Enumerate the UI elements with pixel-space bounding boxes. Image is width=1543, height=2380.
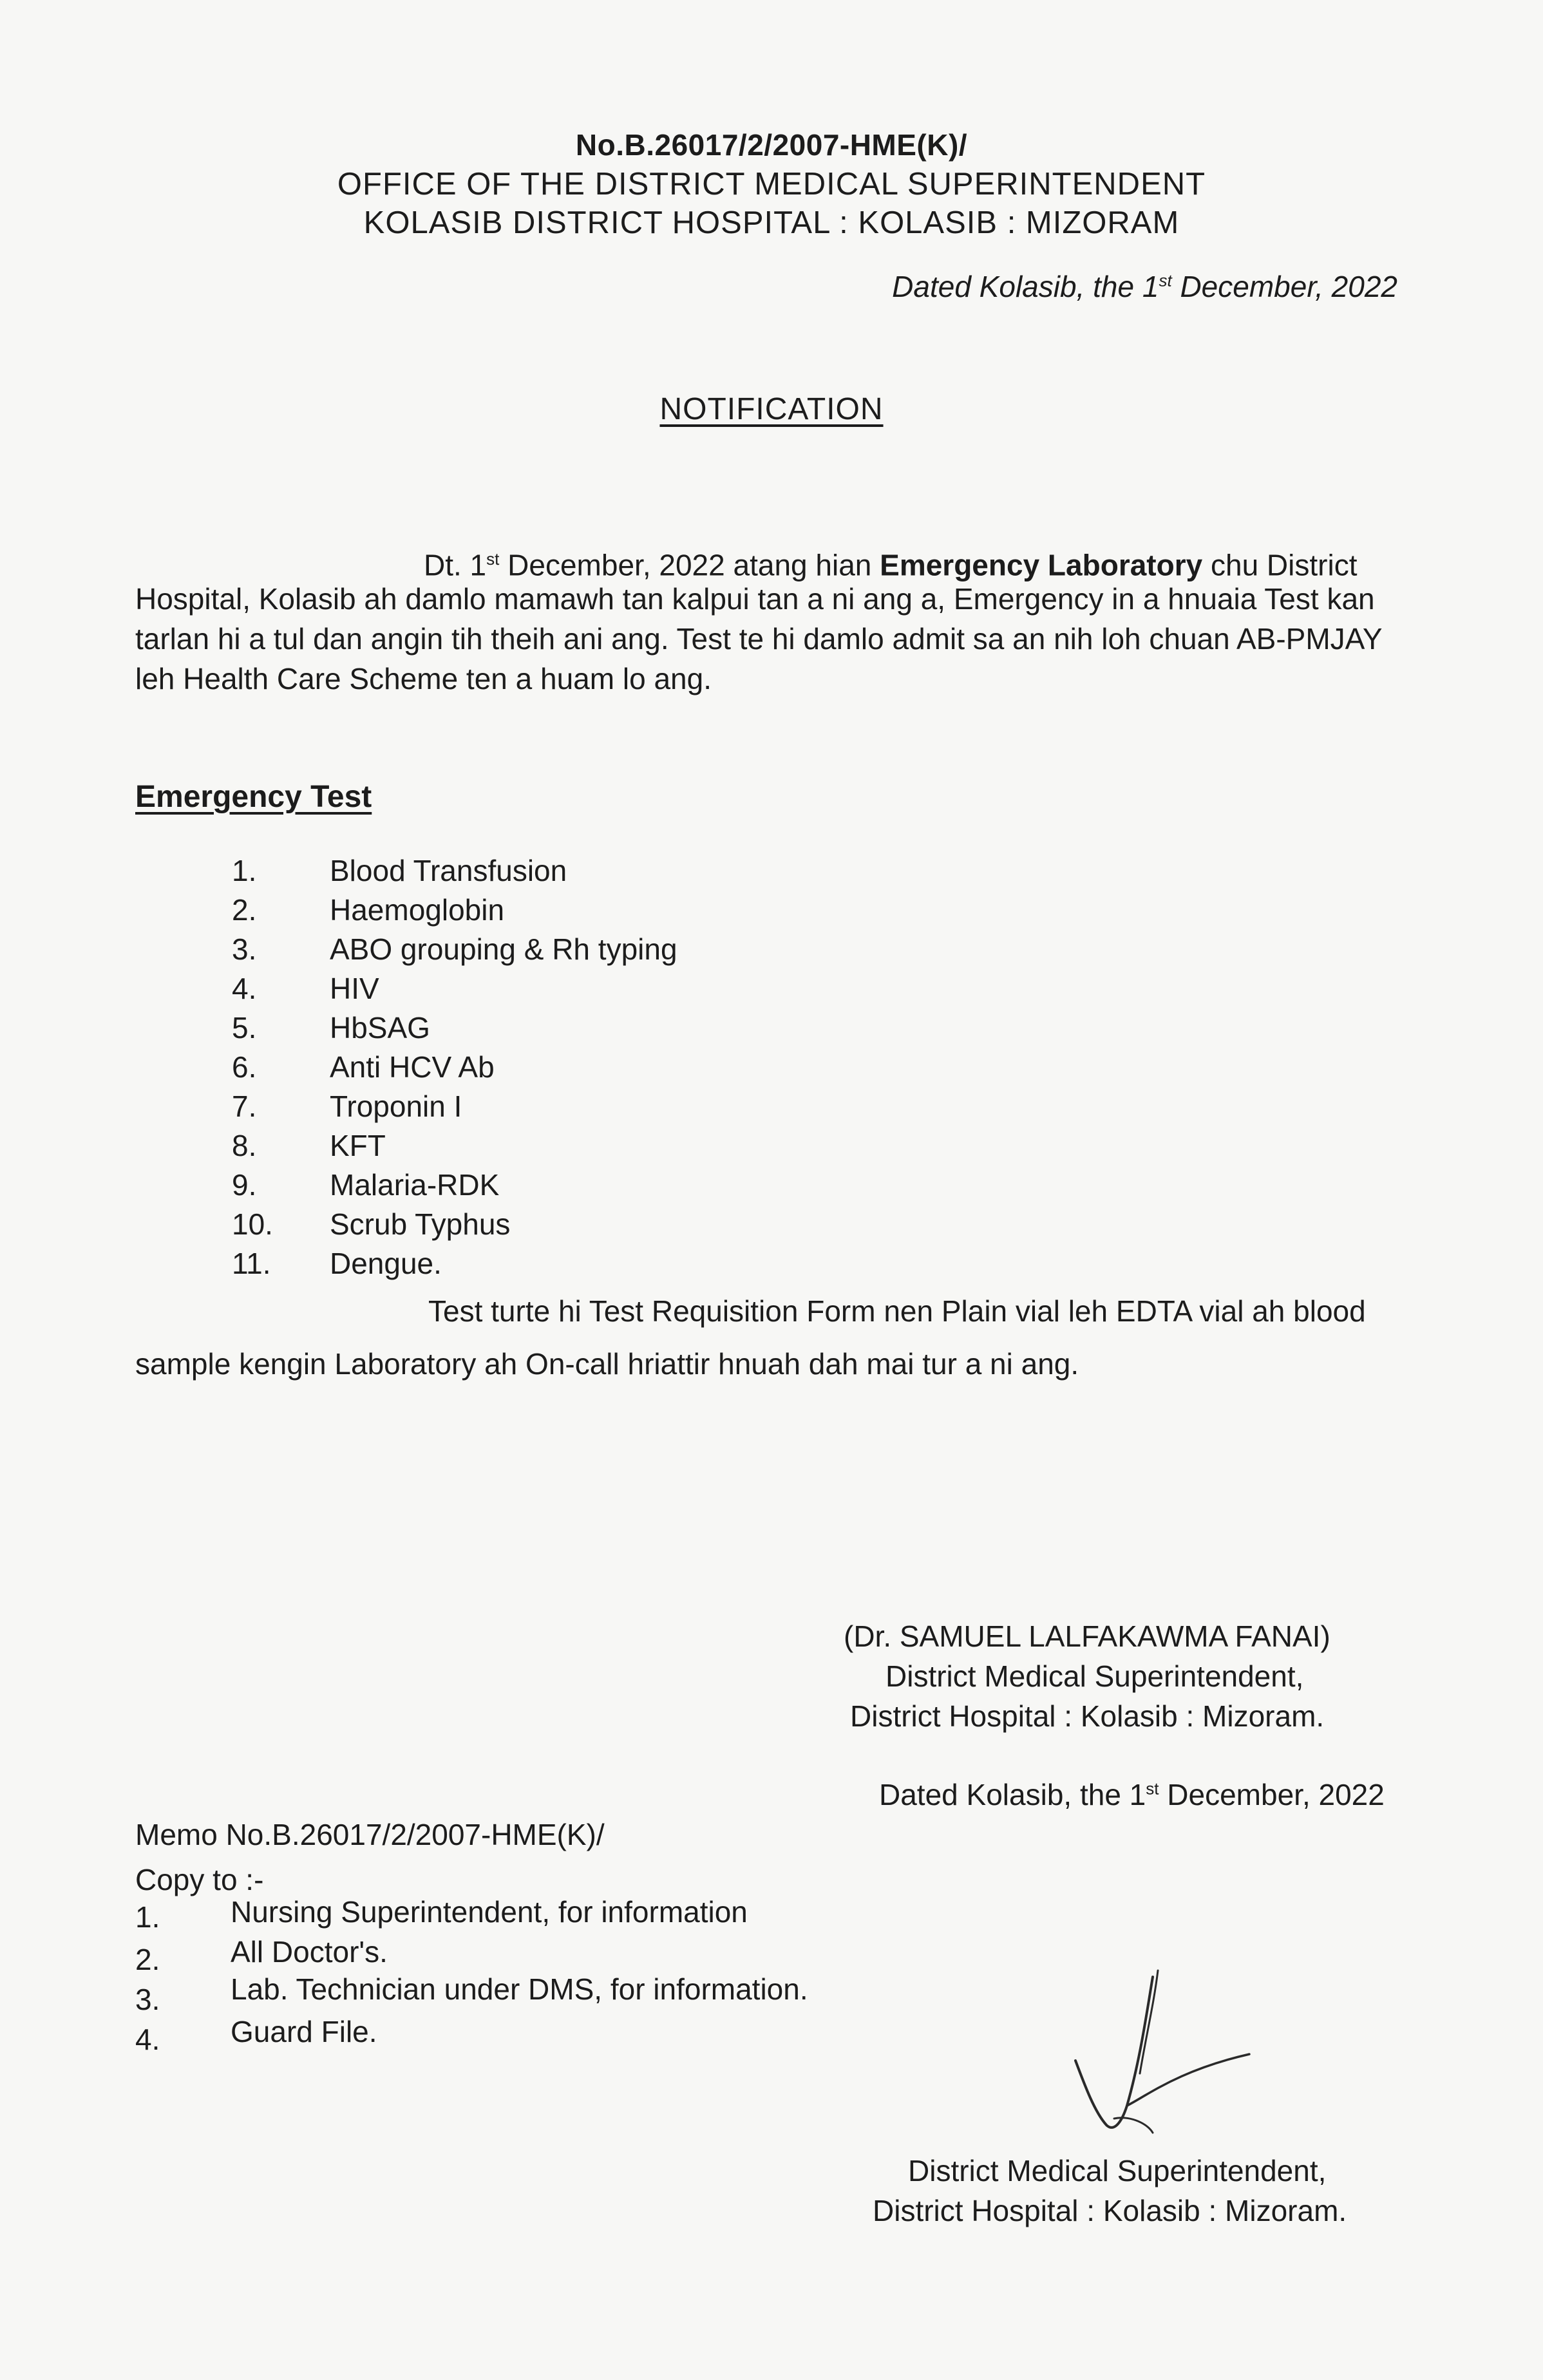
office-title: OFFICE OF THE DISTRICT MEDICAL SUPERINTENDENT [337, 167, 1206, 202]
list-item-label: All Doctor's. [231, 1935, 388, 1969]
list-item: 4. [135, 2023, 160, 2056]
copy-to-label: Copy to :- [135, 1863, 264, 1896]
list-item: 1. [135, 1900, 160, 1934]
signatory-location: District Hospital : Kolasib : Mizoram. [850, 1699, 1325, 1733]
list-item: 3. [135, 1983, 160, 2016]
list-item-label: Nursing Superintendent, for information [231, 1895, 748, 1929]
instruction-line-2: sample kengin Laboratory ah On-call hriattir hnuah dah mai tur a ni ang. [135, 1347, 1079, 1381]
body-line-2: Hospital, Kolasib ah damlo mamawh tan kalpui tan a ni ang a, Emergency in a hnuaia Test kan [135, 582, 1375, 616]
footer-signatory-location: District Hospital : Kolasib : Mizoram. [873, 2194, 1347, 2227]
dated-line: Dated Kolasib, the 1st December, 2022 [892, 270, 1397, 303]
list-item-label: Guard File. [231, 2015, 377, 2048]
memo-dated-line: Dated Kolasib, the 1st December, 2022 [879, 1778, 1385, 1811]
body-line-4: leh Health Care Scheme ten a huam lo ang. [135, 662, 712, 695]
body-line-1: Dt. 1st December, 2022 atang hian Emergency Laboratory chu District [424, 548, 1358, 582]
emergency-test-heading: Emergency Test [135, 780, 372, 814]
handwritten-signature [1050, 1958, 1269, 2151]
instruction-line-1: Test turte hi Test Requisition Form nen Plain vial leh EDTA vial ah blood [428, 1294, 1366, 1328]
list-item-label: Lab. Technician under DMS, for information. [231, 1972, 808, 2006]
memo-reference: Memo No.B.26017/2/2007-HME(K)/ [135, 1818, 605, 1851]
footer-signatory-designation: District Medical Superintendent, [908, 2154, 1327, 2187]
reference-number: No.B.26017/2/2007-HME(K)/ [575, 128, 968, 162]
body-line-3: tarlan hi a tul dan angin tih theih ani ang. Test te hi damlo admit sa an nih loh chuan AB-PMJAY [135, 622, 1383, 656]
copy-recipient-list [135, 1895, 908, 2067]
signatory-name: (Dr. SAMUEL LALFAKAWMA FANAI) [844, 1620, 1330, 1653]
list-item: 2. [135, 1943, 160, 1976]
notification-title: NOTIFICATION [659, 392, 884, 426]
hospital-line: KOLASIB DISTRICT HOSPITAL : KOLASIB : MIZORAM [363, 205, 1180, 240]
emergency-test-list: 1. Blood Transfusion 2. Haemoglobin 3. ABO grouping & Rh typing 4. HIV 5. HbSAG 6. Anti HCV Ab 7. Troponin I 8. KFT 9. Malaria-RDK 10. Scrub Typhus 11. Dengue. [232, 854, 677, 1280]
signatory-designation: District Medical Superintendent, [885, 1659, 1304, 1693]
